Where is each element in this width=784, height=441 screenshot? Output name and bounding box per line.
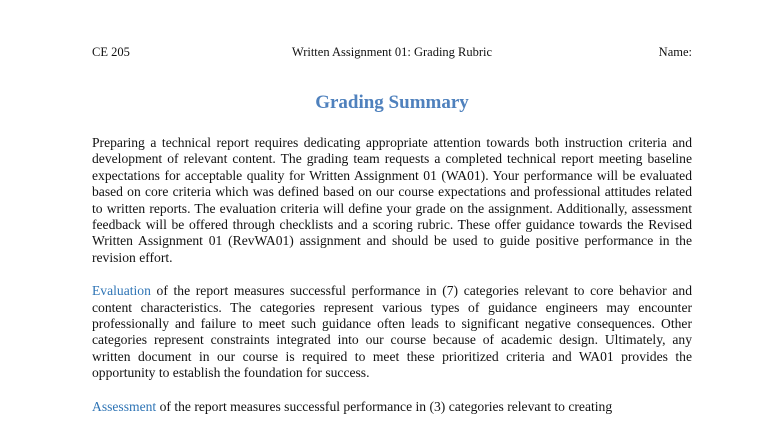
assessment-term: Assessment <box>92 398 157 414</box>
document-body <box>92 135 692 432</box>
evaluation-paragraph <box>92 283 692 381</box>
intro-paragraph: Preparing a technical report requires dedicating appropriate attention towards both instruction criteria and development of relevant content. The grading team requests a completed technical report meeting baseline expectations for acceptable quality for Written Assignment 01 (WA01). Your performance will be evaluated based on core criteria which was defined based on our course expectations and professional attitudes related to written reports. The evaluation criteria will define your grade on the assignment. Additionally, assessment feedback will be offered through checklists and a scoring rubric. These offer guidance towards the Revised Written Assignment 01 (RevWA01) assignment and should be used to guide positive performance in the revision effort. <box>92 135 692 265</box>
assessment-text: of the report measures successful performance in (3) categories relevant to creating <box>156 398 613 414</box>
evaluation-term: Evaluation <box>92 283 151 299</box>
name-label: Name: <box>658 45 692 59</box>
assessment-paragraph <box>92 399 692 415</box>
page-header <box>92 45 692 63</box>
assignment-title: Written Assignment 01: Grading Rubric <box>291 45 493 59</box>
section-title: Grading Summary <box>315 92 469 113</box>
course-code: CE 205 <box>92 45 130 59</box>
evaluation-text: of the report measures successful performance in (7) categories relevant to core behavior and content characteristics. The categories represent various types of guidance engineers may encounter professionally and failure to meet such guidance often leads to significant negative consequences. Other categories represent constraints integrated into our course because of academic design. Ultimately, any written document in our course is required to meet these prioritized criteria and WA01 provides the opportunity to establish the foundation for success. <box>92 283 692 381</box>
